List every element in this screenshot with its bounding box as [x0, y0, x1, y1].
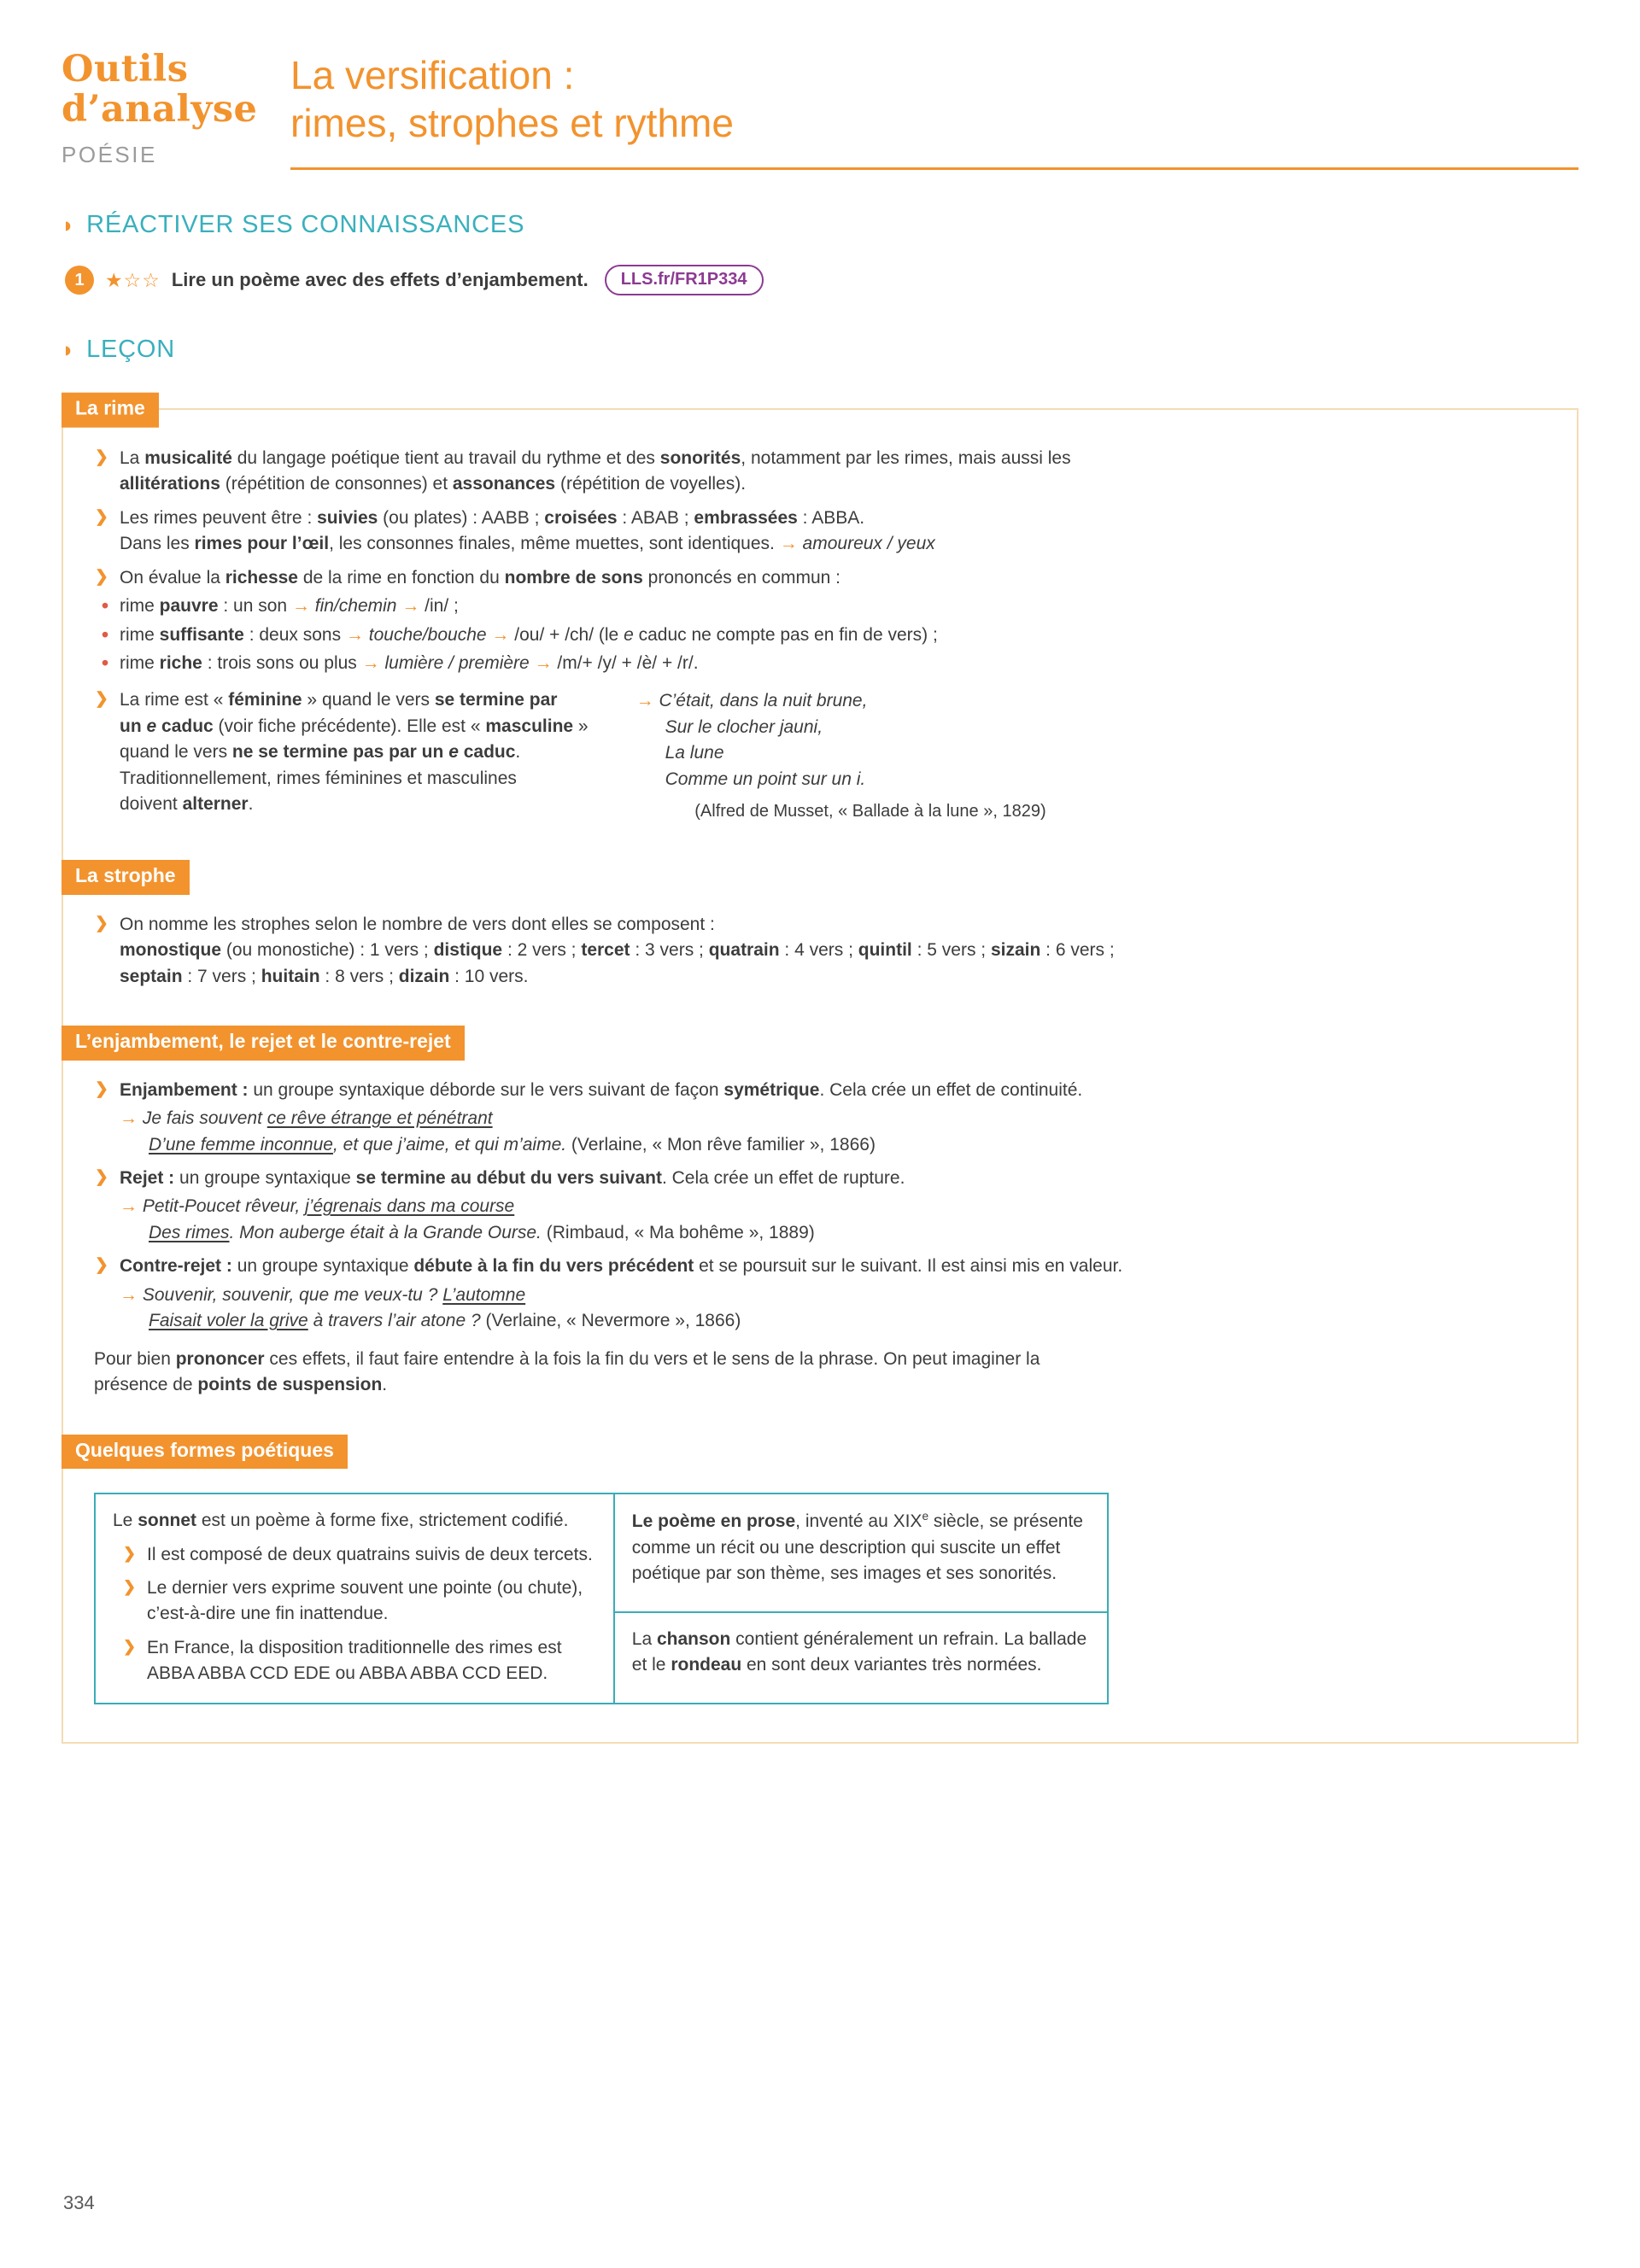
rime-point-musicalite	[94, 446, 1546, 498]
contre-rejet-point	[94, 1254, 1546, 1279]
enjambement-point	[94, 1078, 1546, 1103]
poetic-forms-table	[94, 1493, 1109, 1704]
rime-point-richesse	[94, 565, 1546, 591]
rime-sub-suffisante-text: rime suffisante : deux sons → touche/bouche → /ou/ + /ch/ (le e caduc ne compte pas en fin de vers) ;	[120, 624, 938, 645]
sonnet-point-2	[123, 1575, 593, 1628]
chevron-bullet-icon: ❯	[123, 1544, 137, 1562]
rime-point-feminine-text: La rime est « féminine » quand le vers se termine par un e caduc (voir fiche précédente). Elle est « masculine » quand le vers ne se termine pas par un e caduc. Traditionnellement, rimes féminines et masculines doivent alterner.	[120, 690, 589, 815]
subsection-label-formes: Quelques formes poétiques	[62, 1435, 348, 1470]
rime-point-types-text: Les rimes peuvent être : suivies (ou plates) : AABB ; croisées : ABAB ; embrassées : ABBA. Dans les rimes pour l’œil, les consonnes finales, même muettes, sont identiques. → amoureux / yeux	[120, 507, 935, 554]
chevron-bullet-icon: ❯	[123, 1637, 137, 1655]
rime-feminine-column	[94, 680, 589, 824]
exercise-number-badge: 1	[65, 266, 94, 295]
section-bullet-icon: ◗	[62, 337, 75, 362]
chevron-bullet-icon: ❯	[95, 1256, 108, 1275]
rejet-example-rimbaud: → Petit-Poucet rêveur, j’égrenais dans ma course Des rimes. Mon auberge était à la Grande Ourse. (Rimbaud, « Ma bohême », 1889)	[120, 1196, 815, 1242]
sonnet-point-3-text: En France, la disposition traditionnelle des rimes est ABBA ABBA CCD EDE ou ABBA ABBA CCD EED.	[147, 1637, 562, 1684]
page-title-line2: rimes, strophes et rythme	[290, 101, 734, 146]
collection-brand	[62, 50, 272, 171]
difficulty-stars: ★☆☆	[105, 268, 161, 291]
title-underline-rule	[290, 167, 1578, 170]
contre-rejet-example-verlaine: → Souvenir, souvenir, que me veux-tu ? L’automne Faisait voler la grive à travers l’air atone ? (Verlaine, « Nevermore », 1866)	[120, 1284, 741, 1331]
sonnet-point-3	[123, 1635, 593, 1687]
subsection-label-la-strophe: La strophe	[62, 860, 190, 895]
sonnet-intro: Le sonnet est un poème à forme fixe, strictement codifié.	[113, 1511, 569, 1531]
rime-sub-pauvre-text: rime pauvre : un son → fin/chemin → /in/ ;	[120, 596, 459, 617]
enjambement-point-text: Enjambement : un groupe syntaxique déborde sur le vers suivant de façon symétrique. Cela crée un effet de continuité.	[120, 1079, 1083, 1100]
lls-link-badge[interactable]: LLS.fr/FR1P334	[605, 265, 764, 295]
rime-feminine-row	[94, 680, 1546, 824]
prose-cell: Le poème en prose, inventé au XIXe siècle, se présente comme un récit ou une description qui suscite un effet poétique par son thème, ses images et ses sonorités.	[615, 1494, 1107, 1613]
dot-bullet-icon: •	[102, 594, 109, 617]
section-heading-row	[62, 207, 1578, 243]
rejet-point-text: Rejet : un groupe syntaxique se termine au début du vers suivant. Cela crée un effet de rupture.	[120, 1168, 905, 1189]
brand-title-line2: d’analyse	[62, 88, 258, 132]
sonnet-point-1	[123, 1542, 593, 1568]
subsection-label-enjambement: L’enjambement, le rejet et le contre-rejet	[62, 1026, 465, 1061]
strophe-point	[94, 912, 1546, 990]
rime-sub-pauvre	[94, 593, 1546, 619]
sonnet-cell	[96, 1494, 615, 1703]
exercise-title: Lire un poème avec des effets d’enjambement.	[171, 269, 589, 291]
poem-example-block	[636, 680, 1046, 824]
brand-title-line1: Outils	[62, 48, 189, 91]
chevron-bullet-icon: ❯	[95, 447, 108, 466]
rime-sub-riche	[94, 651, 1546, 676]
poem-attribution: (Alfred de Musset, « Ballade à la lune », 1829)	[694, 802, 1046, 821]
page-header	[62, 50, 1578, 171]
section-bullet-icon: ◗	[62, 213, 75, 237]
section-heading-row	[62, 331, 1578, 367]
enjambement-closing-note: Pour bien prononcer ces effets, il faut faire entendre à la fois la fin du vers et le sens de la phrase. On peut imaginer la présence de points de suspension.	[94, 1348, 1040, 1395]
chevron-bullet-icon: ❯	[95, 914, 108, 932]
section-lecon	[62, 331, 1578, 1743]
chapter-title-block	[272, 50, 1578, 170]
rime-sub-suffisante	[94, 623, 1546, 648]
enjambement-example-verlaine: → Je fais souvent ce rêve étrange et pénétrant D’une femme inconnue, et que j’aime, et qui m’aime. (Verlaine, « Mon rêve familier », 1866)	[120, 1108, 876, 1154]
subsection-label-la-rime: La rime	[62, 393, 159, 428]
rime-point-types	[94, 506, 1546, 558]
rime-point-richesse-text: On évalue la richesse de la rime en fonction du nombre de sons prononcés en commun :	[120, 567, 840, 587]
chevron-bullet-icon: ❯	[95, 567, 108, 586]
rejet-point	[94, 1166, 1546, 1191]
page-title-line1: La versification :	[290, 53, 575, 97]
chevron-bullet-icon: ❯	[95, 1168, 108, 1187]
dot-bullet-icon: •	[102, 652, 109, 675]
lesson-box	[62, 397, 1578, 1743]
section-heading-lecon: LEÇON	[86, 336, 176, 364]
section-heading-reactiver: RÉACTIVER SES CONNAISSANCES	[86, 211, 525, 239]
page-number: 334	[63, 2192, 95, 2214]
rime-point-feminine	[94, 687, 589, 817]
brand-subject-label: POÉSIE	[62, 141, 157, 167]
exercise-row	[65, 265, 1578, 295]
section-reactiver	[62, 207, 1578, 295]
chevron-bullet-icon: ❯	[95, 1079, 108, 1098]
sonnet-point-2-text: Le dernier vers exprime souvent une pointe (ou chute), c’est-à-dire une fin inattendue.	[147, 1578, 583, 1624]
rime-sub-riche-text: rime riche : trois sons ou plus → lumière / première → /m/+ /y/ + /è/ + /r/.	[120, 653, 699, 674]
contre-rejet-point-text: Contre-rejet : un groupe syntaxique débute à la fin du vers précédent et se poursuit sur le suivant. Il est ainsi mis en valeur.	[120, 1256, 1123, 1277]
poem-lines: → C’était, dans la nuit brune, Sur le clocher jauni, La lune Comme un point sur un i.	[636, 691, 868, 789]
strophe-point-text: On nomme les strophes selon le nombre de vers dont elles se composent : monostique (ou monostiche) : 1 vers ; distique : 2 vers ; tercet : 3 vers ; quatrain : 4 vers ; quintil : 5 vers ; sizain : 6 vers ; septain : 7 vers ; huitain : 8 vers ; dizain : 10 vers.	[120, 914, 1115, 986]
rime-point-musicalite-text: La musicalité du langage poétique tient au travail du rythme et des sonorités, notamment par les rimes, mais aussi les allitérations (répétition de consonnes) et assonances (répétition de voyelles).	[120, 447, 1071, 494]
sonnet-point-1-text: Il est composé de deux quatrains suivis de deux tercets.	[147, 1544, 593, 1564]
chevron-bullet-icon: ❯	[123, 1578, 137, 1595]
chevron-bullet-icon: ❯	[95, 690, 108, 709]
chevron-bullet-icon: ❯	[95, 507, 108, 526]
chanson-cell: La chanson contient généralement un refrain. La ballade et le rondeau en sont deux variantes très normées.	[631, 1628, 1087, 1675]
dot-bullet-icon: •	[102, 623, 109, 646]
